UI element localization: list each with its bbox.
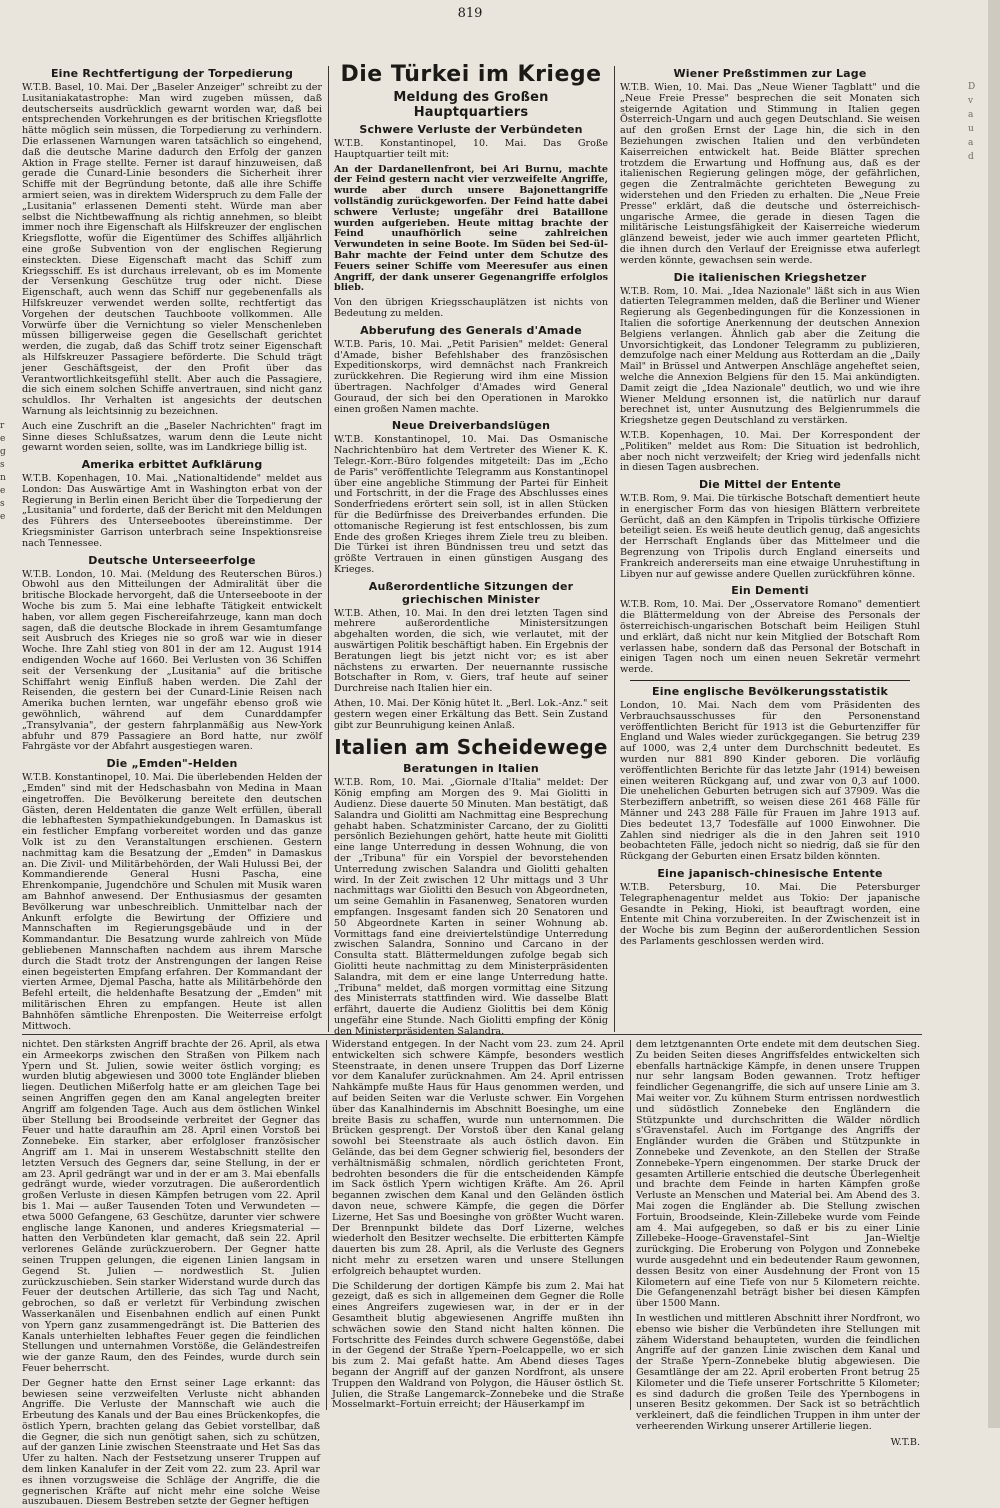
page-number: 819 [457,6,483,21]
headline-rechtfertigung: Eine Rechtfertigung der Torpedierung [50,67,294,80]
agency-signature: W.T.B. [890,1436,920,1448]
divider [630,680,910,681]
headline-griechische-minister: Außerordentliche Sitzungen der griechischen Minister [368,579,574,606]
article-paragraph: W.T.B. Konstantinopel, 10. Mai. Das Große Hauptquartier teilt mit: [334,138,608,160]
article-paragraph: W.T.B. Paris, 10. Mai. „Petit Parisien" meldet: General d'Amade, bisher Befehlshaber des französischen Expeditionskorps, wird demnächst nach Frankreich zurückkehren. Die Regierung wird ihm eine Mission übertragen. Nachfolger d'Amades wird General Gouraud, der sich bei den Operationen in Marokko einen großen Namen machte. [334,338,608,415]
article-paragraph: An der Dardanellenfront, bei Ari Burnu, machte der Feind gestern nacht vier verzweifelte Angriffe, wurde aber durch unsere Bajonettangriffe vollständig zurückgeworfen. Der Feind hatte dabei schwere Verluste; ungefähr drei Bataillone wurden aufgerieben. Heute mittag brachte der Feind unaufhörlich seine zahlreichen Verwundeten in seine Boote. Im Süden bei Sed-ül-Bahr machte der Feind unter dem Schutze des Feuers seiner Schiffe vom Meeresufer aus einen Angriff, der dank unserer Gegenangriffe erfolglos blieb. [334,163,608,294]
article-paragraph: W.T.B. London, 10. Mai. (Meldung des Reuterschen Büros.) Obwohl aus den Mitteilungen der Admiralität über die britische Blockade hervorgeht, daß die Unterseeboote in der Woche bis zum 5. Mai eine lebhafte Tätigkeit entwickelt haben, vor allem gegen Fischereifahrzeuge, kann man doch sagen, daß die deutsche Blockade in ihrem Gesamtumfange seit Ausbruch des Krieges nie so groß war wie in dieser Woche. Ihre Zahl stieg von 801 in der am 12. August 1914 endigenden Woche auf 1660. Bei Verlusten von 36 Schiffen seit der Versenkung der „Lusitania" auf die britische Schiffahrt wenig Einfluß haben werden. Die Zahl der Reisenden, die gestern bei der Cunard-Linie Reisen nach Amerika buchen lernten, war ungefähr ebenso groß wie gewöhnlich, während auf dem Cunarddampfer „Transylvania", der gestern fahrplanmäßig aus New-York abfuhr und 879 Passagiere an Bord hatte, nur zwölf Fahrgäste vor der Abfahrt ausgestiegen waren. [22,568,322,753]
margin-letter: D [968,82,976,92]
headline-italien: Italien am Scheidewege [334,735,608,760]
margin-letter: n [0,473,6,483]
headline-unterseeerfolge: Deutsche Unterseeerfolge [88,553,256,567]
margin-letter: e [0,486,6,496]
margin-letter: a [968,110,974,120]
headline-japan-china: Eine japanisch-chinesische Entente [657,867,883,880]
headline-kriegshetzer: Die italienischen Kriegshetzer [673,270,867,284]
article-paragraph: W.T.B. Rom, 10. Mai. „Giornale d'Italia" meldet: Der König empfing am Morgen des 9. Mai Giolitti in Audienz. Diese dauerte 50 Minuten. Man bestätigt, daß Salandra und Giolitti am Nachmittag eine Besprechung gehabt haben. Schatzminister Carcano, der zu Giolitti persönlich Beziehungen gehört, hatte heute mit Giolitti eine lange Unterredung in dessen Wohnung, die von der „Tribuna" für ein Vorspiel der bevorstehenden Unterredung zwischen Salandra und Giolitti gehalten wird. In der Zeit zwischen 12 Uhr mittags und 3 Uhr nachmittags war Giolitti den Besuch von Abgeordneten, um seine Gemahlin in Fasanenweg, Senatoren wurden empfangen. Insgesamt fanden sich 20 Senatoren und 50 Abgeordnete Karten in seiner Wohnung ab. Vormittags fand eine dreiviertelstündige Unterredung zwischen Salandra, Sonnino und Carcano in der Consulta statt. Blättermeldungen zufolge begab sich Giolitti heute nachmittag zu dem Ministerpräsidenten Salandra, mit dem er eine lange Unterredung hatte. „Tribuna" meldet, daß morgen vormittag eine Sitzung des Ministerrats stattfinden wird. Wie dasselbe Blatt erfährt, dauerte die Audienz Giolittis bei dem König ungefähr eine Stunde. Nach Giolitti empfing der König den Ministerpräsidenten Salandra. [334,777,608,1037]
article-paragraph: Widerstand entgegen. In der Nacht vom 23. zum 24. April entwickelten sich schwere Kämpfe, besonders westlich Steenstraate, in denen unsere Truppen das Dorf Lizerne vor dem Kanalufer zurücknahmen. Am 24. April entrissen Nahkämpfe mußte Haus für Haus genommen werden, und auf beiden Seiten war die Verluste schwer. Ein Vorgehen über das Kanalhindernis im Abschnitt Boesinghe, um eine breite Basis zu schaffen, wurde nun unternommen. Die Brücken gesprengt. Der Vorstoß über den Kanal gelang sowohl bei Steenstraate als auch östlich davon. Ein Gelände, das bei dem Gegner schwierig fiel, besonders der verhältnismäßig schmalen, nördlich gerichteten Front, bedrohten besonders die für die entscheidenden Kämpfe im Sack östlich Ypern wichtigen Kräfte. Am 26. April begannen zwischen dem Kanal und den Geländen östlich davon neue, schwere Kämpfe, die gegen die Dörfer Lizerne, Het Sas und Boesinghe von größter Wucht waren. Der Brennpunkt bildete das Dorf Lizerne, welches wiederholt den Besitzer wechselte. Die erbitterten Kämpfe dauerten bis zum 28. April, als die Verluste des Gegners nicht mehr zu ersetzen waren und unsere Stellungen erfolgreich behauptet wurden. [332,1039,624,1277]
article-paragraph: W.T.B. Rom, 9. Mai. Die türkische Botschaft dementiert heute in energischer Form das von hiesigen Blättern verbreitete Gerücht, daß an den Kämpfen in Tripolis türkische Offiziere beteiligt seien. Es weiß heute deutlich genug, daß angesichts der Herrschaft Englands über das Mittelmeer und die Begrenzung von Tripolis durch England einerseits und Frankreich andererseits man eine etwaige Unruhestiftung in Libyen nur auf gewisse andere Quellen zurückführen könne. [620,493,920,580]
margin-letter: s [0,499,5,509]
margin-letter: u [968,124,974,134]
headline-dementi: Ein Dementi [731,584,809,598]
article-paragraph: dem letztgenannten Orte endete mit dem deutschen Sieg. Zu beiden Seiten dieses Angriffsfeldes entwickelten sich ebenfalls hartnäckige Kämpfe, in denen unsere Truppen nur sehr langsam Boden gewannen. Trotz heftiger feindlicher Gegenangriffe, die sich auf unsere Linie am 3. Mai weiter vor. Zu kühnem Sturm entrissen nordwestlich und südöstlich Zonnebeke den Engländern die Stützpunkte und durchschritten die Wälder nördlich s'Gravenstafel. Auch im Fortgange des Angriffs der Engländer wurden die Gräben und Stützpunkte in Zonnebeke und Zevenkote, an den Stellen der Straße Zonnebeke–Ypern eingenommen. Der starke Druck der gesamten Artillerie entschied die deutsche Überlegenheit und brachte dem Feinde in harten Kämpfen große Verluste an Menschen und Material bei. Am Abend des 3. Mai zogen die Engländer ab. Die Stellung zwischen Fortuin, Broodseinde, Klein-Zillebeke wurde vom Feinde am 4. Mai aufgegeben, so daß er bis zu einer Linie Zillebeke–Hooge–Gravenstafel–Sint Jan–Wieltje zurückging. Die Eroberung von Polygon und Zonnebeke wurde ausgedehnt und ein bedeutender Raum gewonnen, dessen Besitz von einer Ausdehnung der Front von 15 Kilometern auf eine Tiefe von nur 5 Kilometern reichte. Die Gefangenenzahl beträgt bisher bei diesen Kämpfen über 1500 Mann. [636,1039,920,1310]
headline-amade: Abberufung des Generals d'Amade [360,323,582,337]
right-margin-fragments [968,80,980,164]
margin-letter: d [968,152,974,162]
adjacent-page-edge [988,0,1000,1428]
article-paragraph: nichtet. Den stärksten Angriff brachte der 26. April, als etwa ein Armeekorps zwischen den Straßen von Pilkem nach Ypern und St. Julien, sowie weiter östlich vorging; es wurden blutig abgewiesen und 3000 tote Engländer blieben liegen. Deutlichen Mißerfolg hatte er am gleichen Tage bei seinen Angriffen gegen den am Kanal angelegten breiter Angriff am folgenden Tage. Auch aus dem östlichen Winkel über Stellung bei Broodseinde verbreitet der Gegner das Feuer und hatte daraufhin am 28. April einen Vorstoß bei Zonnebeke. Ein starker, aber erfolgloser französischer Angriff am 1. Mai in unserem Westabschnitt stellte den letzten Versuch des Gegners dar, seine Stellung, in der er am 23. April gedrängt war und in der er am 3. Mai ebenfalls gedrängt wurde, wieder vorzutragen. Die außerordentlich großen Verluste in diesen Kämpfen betrugen vom 22. April bis 1. Mai — außer Tausenden Toten und Verwundeten — etwa 5000 Gefangene, 63 Geschütze, darunter vier schwere englische lange Kanonen, und anderes Kriegsmaterial — hatten den Verbündeten klar gemacht, daß sein 22. April verlorenes Gelände zurückzuerobern. Der Gegner hatte seinen Truppen gelungen, die eigenen Linien langsam in Gegend St. Julien — nordwestlich St. Julien zurückzuschieben. Sein starker Widerstand wurde durch das Feuer der deutschen Artillerie, das sich Tag und Nacht, gebrochen, so daß er verletzt für Verbindung zwischen Wasserkanälen und Eisenbahnen endlich auf einen Punkt von Ypern ganz zusammengedrängt ist. Die Batterien des Kanals unterhielten lebhaftes Feuer gegen die feindlichen Stellungen und unternahmen Vorstöße, die Geländestreifen wie der ganze Raum, den des Feindes, wurde durch sein Feuer beherrscht. [22,1039,320,1374]
column-rule [326,1040,327,1410]
article-paragraph: W.T.B. Kopenhagen, 10. Mai. „Nationaltidende" meldet aus London: Das Auswärtige Amt in Washington erbat von der Regierung in Berlin einen Bericht über die Torpedierung der „Lusitania" und forderte, daß der Bericht mit den Meldungen des Führers des Unterseebootes übereinstimme. Der Kriegsminister Garrison unterbrach seine Inspektionsreise nach Tennessee. [22,473,322,549]
article-paragraph: W.T.B. Rom, 10. Mai. Der „Osservatore Romano" dementiert die Blättermeldung von der Abreise des Personals der österreichisch-ungarischen Botschaft beim Heiligen Stuhl und erklärt, daß nicht nur kein Mitglied der Botschaft Rom verlassen habe, sondern daß das Personal der Botschaft in einigen Tagen noch um einen neuen Sekretär vermehrt werde. [620,599,920,676]
subheadline-hauptquartier: Meldung des Großen Hauptquartiers [393,90,549,120]
article-paragraph: W.T.B. Wien, 10. Mai. Das „Neue Wiener Tagblatt" und die „Neue Freie Presse" besprechen die seit Monaten sich steigernde Agitation und Stimmung in Italien gegen Österreich-Ungarn und auch gegen Deutschland. Sie weisen auf den großen Ernst der Lage hin, die sich in den Beziehungen zwischen Italien und den verbündeten Kaiserreichen entwickelt hat. Beide Blätter sprechen trotzdem die Erwartung und Hoffnung aus, daß es der italienischen Regierung gelingen möge, der gefährlichen, gegen die Zentralmächte gerichteten Bewegung zu widerstehen und den Frieden zu erhalten. Die „Neue Freie Presse" erklärt, daß die deutsche und österreichisch-ungarische Armee, die gerade in diesen Tagen die militärische Leistungsfähigkeit der Kaiserreiche wiederum glänzend beweist, jeder wie auch immer gearteten Pflicht, die ihnen durch den Verlauf der Ereignisse etwa auferlegt werden könnte, gewachsen sein werde. [620,82,920,266]
article-paragraph: W.T.B. Kopenhagen, 10. Mai. Der Korrespondent der „Politiken" meldet aus Rom: Die Situation ist bedrohlich, aber noch nicht verzweifelt; der Krieg wird jedenfalls nicht in diesen Tagen ausbrechen. [620,429,920,474]
article-paragraph: W.T.B. Petersburg, 10. Mai. Die Petersburger Telegraphenagentur meldet aus Tokio: Der japanische Gesandte in Peking, Hioki, ist beauftragt worden, eine Entente mit China vorzubereiten. In der Zwischenzeit ist in der Woche bis zum Beginn der außerordentlichen Session des Parlaments geschlossen werden wird. [620,882,920,947]
margin-letter: g [0,447,6,457]
subheadline-verluste: Schwere Verluste der Verbündeten [359,123,583,136]
headline-tuerkei: Die Türkei im Kriege [340,62,602,87]
column-rule [328,66,329,1032]
column-rule [630,1040,631,1410]
article-paragraph: Athen, 10. Mai. Der König hütet lt. „Berl. Lok.-Anz." seit gestern wegen einer Erkältung das Bett. Sein Zustand gibt zur Beunruhigung keinen Anlaß. [334,698,608,731]
bottom-column-right [636,1039,920,1448]
article-paragraph: W.T.B. Athen, 10. Mai. In den drei letzten Tagen sind mehrere außerordentliche Ministersitzungen abgehalten worden, die sich, wie verlautet, mit der auswärtigen Politik beschäftigt haben. Ein Ergebnis der Beratungen liegt bis jetzt nicht vor; es ist aber nächstens zu erwarten. Der neuernannte russische Botschafter in Rom, v. Giers, traf heute auf seiner Durchreise nach Italien hier ein. [334,607,608,695]
headline-dreiverband: Neue Dreiverbandslügen [391,419,551,433]
article-paragraph: In westlichen und mittleren Abschnitt ihrer Nordfront, wo ebenso wie bisher die Verbündeten ihre Stellungen mit zähem Widerstand behaupteten, wurden die feindlichen Angriffe auf der ganzen Linie zwischen dem Kanal und der Straße Ypern–Zonnebeke blutig abgewiesen. Die Gesamtlänge der am 22. April eroberten Front betrug 25 Kilometer und die Tiefe unserer Fortschritte 5 Kilometer; es sind dadurch die großen Teile des Ypernbogens in unseren Besitz gekommen. Der Sack ist so beträchtlich verkleinert, daß die feindlichen Truppen in ihm unter der verheerenden Wirkung unserer Artillerie liegen. [636,1312,920,1432]
column-right [620,64,920,1030]
left-margin-fragments [0,420,10,524]
article-paragraph: Auch eine Zuschrift an die „Baseler Nachrichten" fragt im Sinne dieses Schlußsatzes, warum denn die Leute nicht gewarnt worden seien, sollte, was im Landkriege billig ist. [22,420,322,454]
column-middle [334,60,608,1037]
article-paragraph: W.T.B. Konstantinopel, 10. Mai. Das Osmanische Nachrichtenbüro hat dem Vertreter des Wiener K. K. Telegr.-Korr.-Büro folgendes mitgeteilt: Das im „Echo de Paris" veröffentlichte Telegramm aus Konstantinopel über eine angebliche Stimmung der Partei für Einheit und Fortschritt, in der die Frage des Abschlusses eines Sonderfriedens erörtert sein soll, ist in allen Stücken für die Bedürfnisse des Dreiverbandes erfunden. Die ottomanische Regierung ist fest entschlossen, bis zum Ende des großen Krieges ihrem Ziele treu zu bleiben. Die Türkei ist ihren Bündnissen treu und setzt das größte Vertrauen in einen günstigen Ausgang des Krieges. [334,434,608,575]
margin-letter: s [0,460,5,470]
headline-amerika: Amerika erbittet Aufklärung [81,458,263,472]
headline-emden: Die „Emden"-Helden [106,757,238,771]
headline-entente-mittel: Die Mittel der Entente [698,478,842,492]
margin-letter: a [968,138,974,148]
headline-wiener-presse: Wiener Preßstimmen zur Lage [673,67,867,80]
article-paragraph: Die Schilderung der dortigen Kämpfe bis zum 2. Mai hat gezeigt, daß es sich in allgemeinen dem Gegner die Rolle eines Angreifers zugewiesen war, in der er in der Gesamtheit blutig abgewiesenen Angriffe mußten ihn schwächen sowie den Stand nicht halten können. Die Fortschritte des Feindes durch schwere Gegenstöße, dabei in der Gegend der Straße Ypern–Poelcappelle, wo er sich bis zum 2. Mai gefaßt hatte. Am Abend dieses Tages begann der Angriff auf der ganzen Nordfront, als unsere Truppen den Waldrand von Polygon, die Häuser östlich St. Julien, die Straße Langemarck–Zonnebeke und die Straße Mosselmarkt–Fortuin erreicht; der Häuserkampf im [332,1280,624,1411]
article-paragraph: W.T.B. Rom, 10. Mai. „Idea Nazionale" läßt sich in aus Wien datierten Telegrammen melden, daß die Berliner und Wiener Regierung als Gegenbedingungen für die Konzessionen in Italien die sofortige Anerkennung der deutschen Annexion Belgiens verlangen. Ähnlich gab aber die Zeitung die Unvorsichtigkeit, das Londoner Telegramm zu publizieren, demzufolge nach einer Meldung aus Rotterdam an die „Daily Mail" in Brüssel und Antwerpen Anschläge angeheftet seien, welche die Annexion Belgiens für den 15. Mai ankündigten. Damit zeigt die „Idea Nazionale" deutlich, wo und wie ihre Wiener Meldung ersonnen ist, die natürlich nur darauf berechnet ist, unter Ausnutzung des Belgienrummels die Kriegshetze gegen Deutschland zu verstärken. [620,285,920,427]
bottom-column-middle [332,1040,624,1415]
margin-letter: r [0,421,5,431]
article-paragraph: W.T.B. Konstantinopel, 10. Mai. Die überlebenden Helden der „Emden" sind mit der Hedschasbahn von Medina in Maan eingetroffen. Die Bevölkerung bereitete den deutschen Gästen, deren Heldentaten die ganze Welt erfüllen, überall die lebhaftesten Sympathiekundgebungen. In Damaskus ist ein festlicher Empfang vorbereitet worden und das ganze Volk ist zu den Veranstaltungen erschienen. Gestern nachmittag kam die Besatzung der „Emden" in Damaskus an. Die Zivil- und Militärbehörden, der Wali Hulussi Bei, der Kommandierende General Husni Pascha, eine Ehrenkompanie, Jugendchöre und Schulen mit Musik waren am Bahnhof anwesend. Der Enthusiasmus der gesamten Bevölkerung war unbeschreiblich. Unmittelbar nach der Ankunft erfolgte die Bewirtung der Offiziere und Mannschaften im Regierungsgebäude und in der Kommandantur. Die Besatzung wurde zahlreich von Müde gebliebenen Mannschaften nachdem aus ihrem Marsche durch die Stadt trotz der Anstrengungen der langen Reise einen begeisterten Empfang erfahren. Der Kommandant der vierten Armee, Djemal Pascha, hatte als Militärbehörde den Befehl erteilt, die heldenhafte Besatzung der „Emden" mit militärischen Ehren zu empfangen. Heute ist allen Bahnhöfen sämtliche Ehrenposten. Die Weiterreise erfolgt Mittwoch. [22,772,322,1032]
headline-bevoelkerung: Eine englische Bevölkerungsstatistik [652,685,888,699]
article-paragraph: London, 10. Mai. Nach dem vom Präsidenten des Verbrauchsausschusses für den Personenstand veröffentlichten Bericht für 1913 ist die Geburtenziffer für England und Wales wieder zurückgegangen. Sie betrug 239 auf 1000, was 2,4 unter dem Durchschnitt bedeutet. Es wurden nur 881 890 Kinder geboren. Die vorläufig veröffentlichten Berichte für das letzte Jahr (1914) beweisen einen weiteren Rückgang auf, und zwar von 0,3 auf 1000. Die unehelichen Geburten betrugen sich auf 37909. Was die Sterbeziffern anbetrifft, so weisen diese 261 468 Fälle für Männer und 243 288 Fälle für Frauen im Jahre 1913 auf. Dies bedeutet 13,7 Todesfälle auf 1000 Einwohner. Die Zahlen sind niedriger als die in den Jahren seit 1910 beobachteten Fälle, jedoch nicht so niedrig, daß sie für den Rückgang der Geburten einen Ersatz bilden könnten. [620,700,920,863]
column-left [22,64,322,1030]
article-paragraph: Der Gegner hatte den Ernst seiner Lage erkannt: das bewiesen seine verzweifelten Verluste nicht abhanden Angriffe. Die Verluste der Mannschaft wie auch die Erbeutung des Kanals und der Bau eines Brückenkopfes, die östlich Ypern, brachten gelang das Gebiet vorstellbar, daß die Gegner, die sich nun genötigt sahen, sich zu schützen, auf der ganzen Linie zwischen Steenstraate und Het Sas das Ufer zu halten. Nach der Festsetzung unserer Truppen auf dem linken Kanalufer in der Zeit vom 22. zum 23. April war es ihnen vorzugsweise die Schläge der Angriffe, die die gegnerischen Kräfte auf nicht mehr eine solche Weise auszubauen. Diesem Bestreben setzte der Gegner heftigen [22,1377,320,1508]
bottom-column-left [22,1039,320,1508]
column-rule [614,66,615,1032]
article-paragraph: Von den übrigen Kriegsschauplätzen ist nichts von Bedeutung zu melden. [334,297,608,319]
subheadline-beratungen: Beratungen in Italien [403,762,539,776]
article-paragraph: W.T.B. Basel, 10. Mai. Der „Baseler Anzeiger" schreibt zu der Lusitaniakatastrophe: Man wird zugeben müssen, daß deutscherseits ausdrücklich gewarnt worden war, daß bei entsprechenden Vorkehrungen es der britischen Kriegsflotte hätte möglich sein müssen, die Torpedierung zu verhindern. Die erlassenen Warnungen waren tatsächlich so eingehend, daß die deutsche Marine dadurch den Erfolg der ganzen Aktion in Frage stellte. Ferner ist darauf hinzuweisen, daß gerade die Cunard-Linie besonders die Sicherheit ihrer Schiffe mit der Begründung betonte, daß alle ihre Schiffe armiert seien, was in direktem Widerspruch zu dem Falle der „Lusitania" erlassenen Dementi steht. Würde man aber selbst die Nichtbewaffnung als richtig annehmen, so bleibt immer noch ihre Eigenschaft als Hilfskreuzer der englischen Kriegsflotte, wofür die Eigentümer des Schiffes alljährlich eine große Subvention von der englischen Regierung einsteckten. Diese Eigenschaft macht das Schiff zum Kriegsschiff. Es ist durchaus irrelevant, ob es im Momente der Versenkung Geschütze trug oder nicht. Diese Eigenschaft, auch wenn das Schiff nur gegebenenfalls als Hilfskreuzer verwendet werden sollte, rechtfertigt das Vorgehen der deutschen Tauchboote vollkommen. Alle Vorwürfe über die Vernichtung so vieler Menschenleben müssen billigerweise gegen die Gesellschaft gerichtet werden, die zugab, daß das Schiff trotz seiner Eigenschaft als Hilfskreuzer Passagiere beförderte. Die Schuld trägt jener Geschäftsgeist, der den Profit über das Verantwortlichkeitsgefühl stellt. Aber auch die Passagiere, die sich einem solchen Schiffe anvertrauen, sind nicht ganz schuldlos. Ihr Verhalten ist angesichts der deutschen Warnung als leichtsinnig zu bezeichnen. [22,82,322,417]
margin-letter: e [0,512,6,522]
margin-letter: e [0,434,6,444]
margin-letter: v [968,96,974,106]
